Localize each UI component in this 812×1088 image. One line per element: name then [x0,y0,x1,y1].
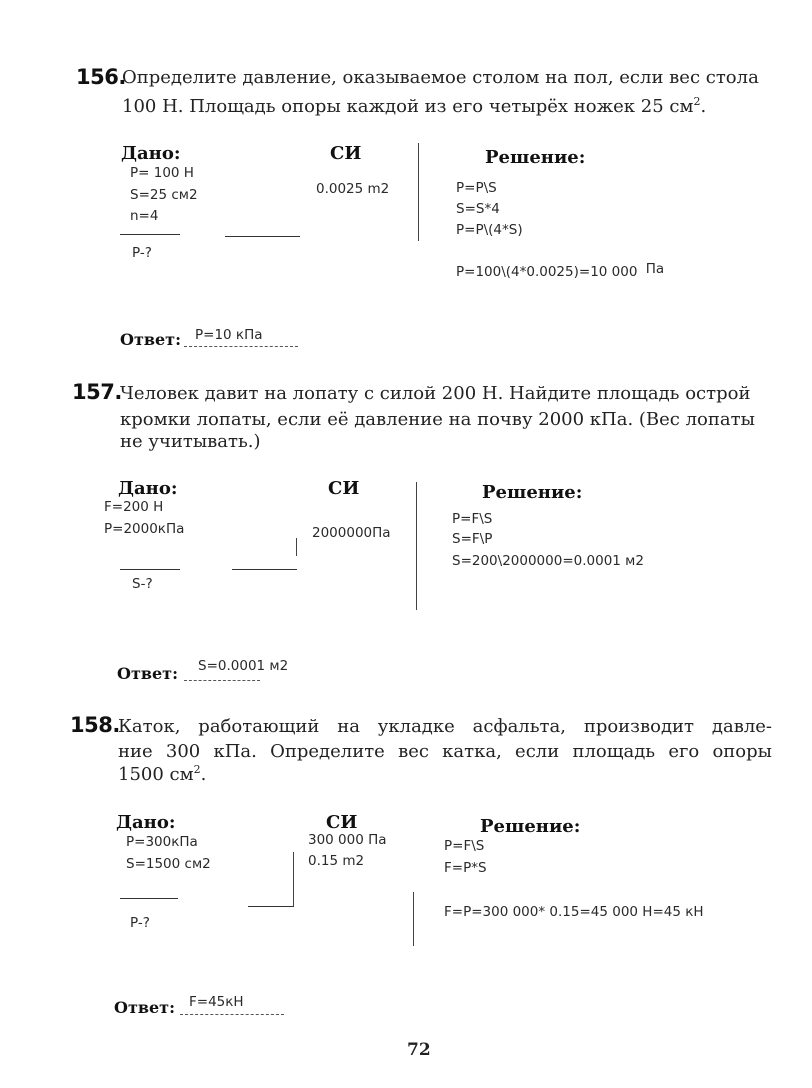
solution-line: P=F\S [452,511,493,527]
solution-line: P=P\S [456,180,497,196]
solution-line: P=100\(4*0.0025)=10 000 Па [456,261,665,280]
si-bracket [293,852,294,906]
answer-label: Ответ: [117,664,178,683]
problem-number: 157. [72,380,122,404]
column-divider [413,892,414,946]
problem-text-line: Каток, работающий на укладке асфальта, производит давле- [118,716,772,737]
problem-text-line: 1500 $см^2$. [118,763,207,785]
solution-heading: Решение: [485,147,586,168]
answer-value: P=10 кПа [195,327,263,343]
column-divider [416,482,417,610]
solution-heading: Решение: [480,816,581,837]
given-item: S=1500 см2 [126,856,211,872]
solution-line: F=P*S [444,860,487,876]
answer-underline [180,1014,284,1015]
problem-text-line: Человек давит на лопату с силой 200 Н. Найдите площадь острой [120,383,751,404]
problem-number: 158. [70,713,120,737]
si-heading: СИ [326,812,358,833]
given-item: P=2000кПа [104,521,185,537]
answer-underline [184,346,298,347]
solution-line: P=P\(4*S) [456,222,523,238]
given-separator [120,234,180,235]
column-divider [418,143,419,241]
answer-label: Ответ: [120,330,181,349]
answer-underline [184,680,260,681]
si-item: 2000000Па [312,525,391,541]
given-item: S=25 см2 [130,187,198,203]
si-bracket [296,538,297,556]
problem-text-line: 100 Н. Площадь опоры каждой из его четырёх ножек 25 $см^2$. [122,95,707,117]
si-heading: СИ [330,143,362,164]
given-item: P=300кПа [126,834,198,850]
si-separator [232,569,297,570]
given-item: n=4 [130,208,159,224]
find-item: P-? [132,245,152,261]
solution-line: S=S*4 [456,201,500,217]
solution-line: S=F\P [452,531,493,547]
given-item: P= 100 H [130,165,194,181]
problem-text-line: Определите давление, оказываемое столом на пол, если вес стола [122,67,759,88]
find-item: S-? [132,576,153,592]
find-item: P-? [130,915,150,931]
solution-heading: Решение: [482,482,583,503]
given-separator [120,569,180,570]
given-separator [120,898,178,899]
si-heading: СИ [328,478,360,499]
page-number: 72 [407,1040,431,1060]
si-item: 0.15 m2 [308,853,365,869]
solution-line: S=200\2000000=0.0001 м2 [452,553,644,569]
problem-number: 156. [76,65,126,89]
problem-text-line: ние 300 кПа. Определите вес катка, если площадь его опоры [118,741,772,762]
given-heading: Дано: [116,812,176,833]
si-item: 300 000 Па [308,832,387,848]
si-separator [225,236,300,237]
problem-text-line: не учитывать.) [120,431,261,452]
solution-line: F=P=300 000* 0.15=45 000 H=45 кН [444,904,704,920]
answer-label: Ответ: [114,998,175,1017]
answer-value: F=45кН [189,994,244,1010]
given-item: F=200 H [104,499,164,515]
problem-text-line: кромки лопаты, если её давление на почву 2000 кПа. (Вес лопаты [120,409,755,430]
si-item: 0.0025 m2 [316,181,390,197]
given-heading: Дано: [118,478,178,499]
si-separator [248,906,294,907]
given-heading: Дано: [121,143,181,164]
answer-value: S=0.0001 м2 [198,658,289,674]
solution-line: P=F\S [444,838,485,854]
